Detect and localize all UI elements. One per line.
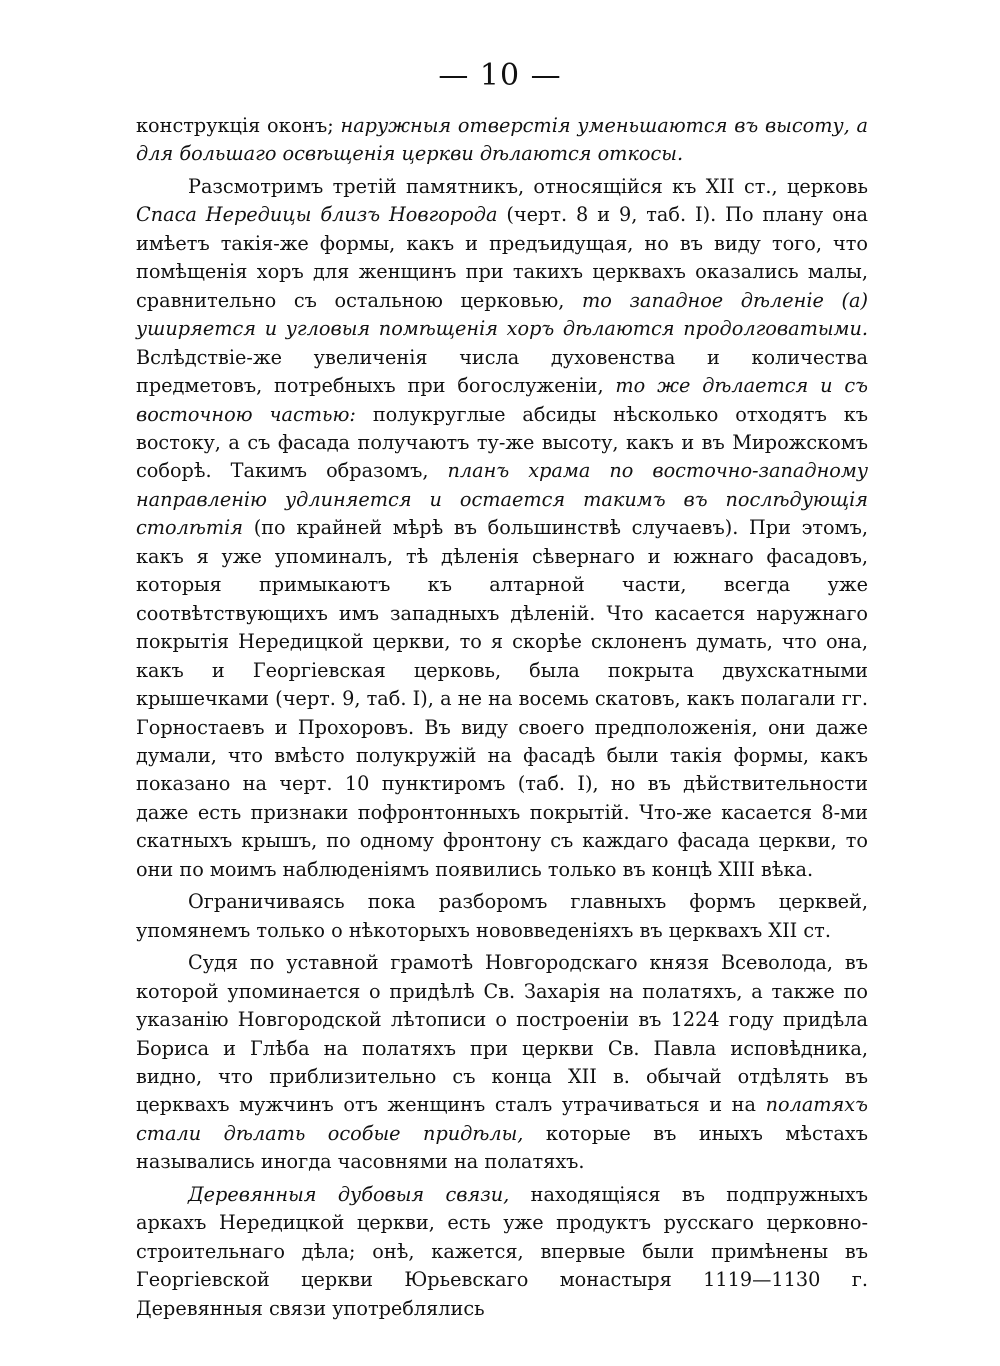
italic-text-span: то западное дѣленіе (а) уширяется и угловыя помѣщенія хоръ дѣлаются продолговатыми. (136, 288, 868, 341)
paragraph (136, 112, 868, 169)
text-span: конструкція оконъ; (136, 114, 341, 137)
italic-text-span: Деревянныя дубовыя связи, (188, 1182, 510, 1206)
italic-text-span: то же дѣлается и съ восточною частью: (136, 374, 868, 426)
italic-text-span: полатяхъ стали дѣлать особые придѣлы, (136, 1093, 868, 1145)
text-span: полукруглые абсиды нѣсколько отходятъ къ востоку, а съ фасада получаютъ ту-же высоту, какъ и въ Мирожскомъ соборѣ. Такимъ образомъ, (136, 402, 868, 483)
italic-text-span: наружныя отверстія уменьшаются въ высоту, а для большаго освѣщенія церкви дѣлаются откосы. (136, 114, 868, 166)
text-span: (по крайней мѣрѣ въ большинствѣ случаевъ). При этомъ, какъ я уже упоминалъ, тѣ дѣленія сѣвернаго и южнаго фасадовъ, которыя примыкаютъ къ алтарной части, всегда уже соотвѣтствующихъ имъ западныхъ дѣленій. Что касается наружнаго покрытія Нередицкой церкви, то я скорѣе склоненъ думать, что она, какъ и Георгіевская церковь, была покрыта двухскатными крышечками (черт. 9, таб. I), а не на восемь скатовъ, какъ полагали гг. Горностаевъ и Прохоровъ. Въ виду своего предположенія, они даже думали, что вмѣсто полукружій на фасадѣ были такія формы, какъ показано на черт. 10 пунктиромъ (таб. I), но въ дѣйствительности даже есть признаки пофронтонныхъ покрытій. Что-же касается 8-ми скатныхъ крышъ, по одному фронтону съ каждаго фасада церкви, то они по моимъ наблюденіямъ появились только въ концѣ XIII вѣка. (136, 516, 868, 881)
text-span: которые въ иныхъ мѣстахъ назывались иногда часовнями на полатяхъ. (136, 1121, 868, 1174)
italic-text-span: планъ храма по восточно-западному направленію удлиняется и остается такимъ въ послѣдующія столѣтія (136, 459, 868, 540)
text-span: Судя по уставной грамотѣ Новгородскаго князя Всеволода, въ которой упоминается о придѣлѣ Св. Захарія на полатяхъ, а также по указанію Новгородской лѣтописи о построеніи въ 1224 году придѣла Бориса и Глѣба на полатяхъ при церкви Св. Павла исповѣдника, видно, что приблизительно съ конца XII в. обычай отдѣлять въ церквахъ мужчинъ отъ женщинъ сталъ утрачиваться и на (136, 951, 868, 1117)
paragraph (136, 888, 868, 945)
text-span: Ограничиваясь пока разборомъ главныхъ формъ церквей, упомянемъ только о нѣкоторыхъ нововведеніяхъ въ церквахъ XII ст. (136, 890, 868, 942)
text-span: Вслѣдствіе-же увеличенія числа духовенства и количества предметовъ, потребныхъ при богослуженіи, (136, 345, 868, 398)
italic-text-span: Спаса Нередицы близъ Новгорода (136, 203, 498, 227)
body-text (136, 112, 868, 1323)
paragraph (136, 173, 868, 884)
paragraph (136, 1181, 868, 1323)
paragraph (136, 949, 868, 1177)
text-span: Разсмотримъ третій памятникъ, относящійся къ XII ст., церковь (188, 174, 868, 198)
page-number: — 10 — (438, 58, 562, 93)
text-span: находящіяся въ подпружныхъ аркахъ Нередицкой церкви, есть уже продуктъ русскаго церковно-строительнаго дѣла; онѣ, кажется, впервые были примѣнены въ Георгіевской церкви Юрьевскаго монастыря 1119—1130 г. Деревянныя связи употреблялись (136, 1182, 869, 1320)
text-span: (черт. 8 и 9, таб. I). По плану она имѣетъ такія-же формы, какъ и предъидущая, но въ виду того, что помѣщенія хоръ для женщинъ при такихъ церквахъ оказались малы, сравнительно съ остальною церковью, (136, 203, 868, 312)
